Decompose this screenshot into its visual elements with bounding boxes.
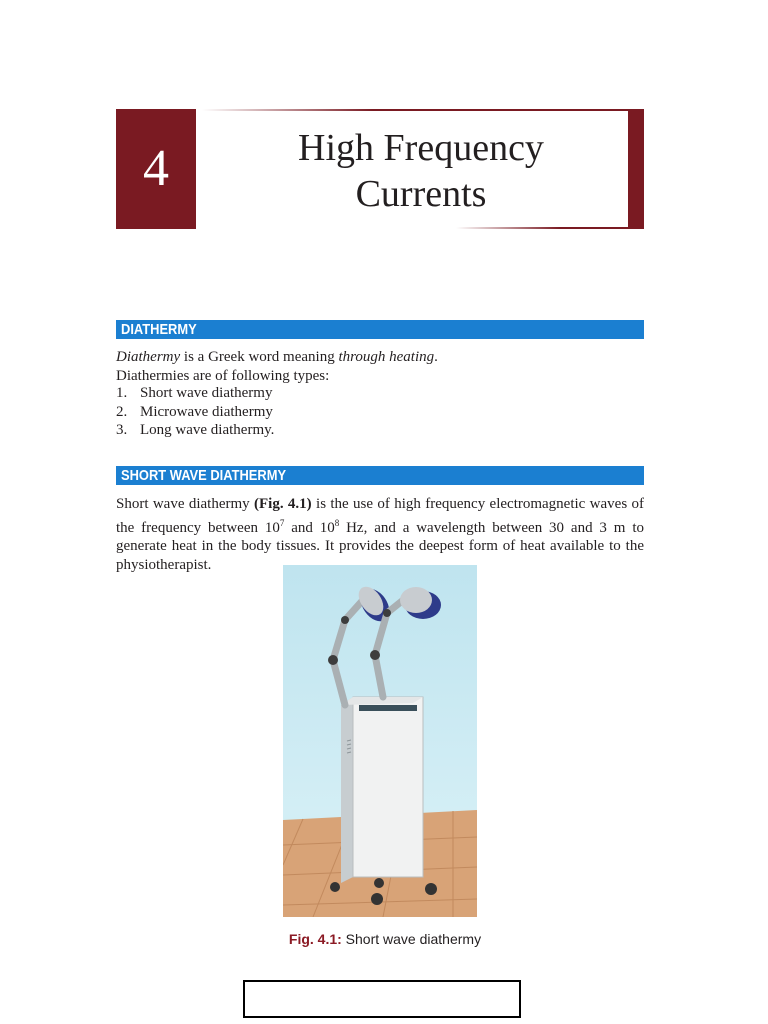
footer-box [243,980,521,1018]
section-heading-short-wave [116,466,644,485]
list-item-label: Short wave diathermy [140,385,273,401]
exponent: 7 [279,517,285,528]
list-item [116,421,274,440]
chapter-header [116,109,644,230]
header-bottom-rule [456,227,630,229]
list-item [116,384,274,403]
para-text: Short wave diathermy [116,496,255,512]
para-text: is the use of high frequency electromagnetic waves of the frequency between 10 [116,496,645,536]
figure-label: Fig. 4.1: [288,931,342,947]
list-item-label: Microwave diathermy [140,403,273,420]
section-heading-diathermy [116,320,644,339]
chapter-number: 4 [116,109,196,229]
list-item-number: 1. [116,385,128,401]
para-text: and 10 [284,519,335,536]
term: Diathermy [116,349,181,365]
definition-text: is a Greek word meaning [180,349,339,365]
list-item-number: 2. [116,403,128,420]
section-heading-text: SHORT WAVE DIATHERMY [121,467,287,484]
definition-end: . [434,349,438,365]
diathermy-unit-illustration [283,565,477,917]
list-item-label: Long wave diathermy. [140,422,275,438]
list-item-number: 3. [116,422,128,438]
meaning: through heating [338,349,435,365]
short-wave-paragraph [116,495,644,574]
diathermy-definition [116,348,644,367]
list-item [116,403,274,422]
chapter-title [216,125,626,217]
figure-reference: (Fig. 4.1) [254,496,312,512]
header-top-rule [202,109,630,111]
chapter-title-line2: Currents [355,173,487,215]
chapter-title-line1: High Frequency [298,127,544,169]
figure-caption-text: Short wave diathermy [341,931,482,947]
section-heading-text: DIATHERMY [121,321,197,338]
exponent: 8 [334,517,340,528]
types-intro: Diathermies are of following types: [116,367,330,384]
para-text: Hz, and a wavelength between 30 and 3 m to generate heat in the body tissues. It provides the deepest form of heat available to the physiotherapist. [116,519,644,573]
header-accent-bar [628,109,644,229]
short-wave-diathermy-image [283,565,477,917]
figure-caption [200,931,570,947]
diathermy-types-list [116,384,274,440]
diathermy-intro [116,348,644,385]
